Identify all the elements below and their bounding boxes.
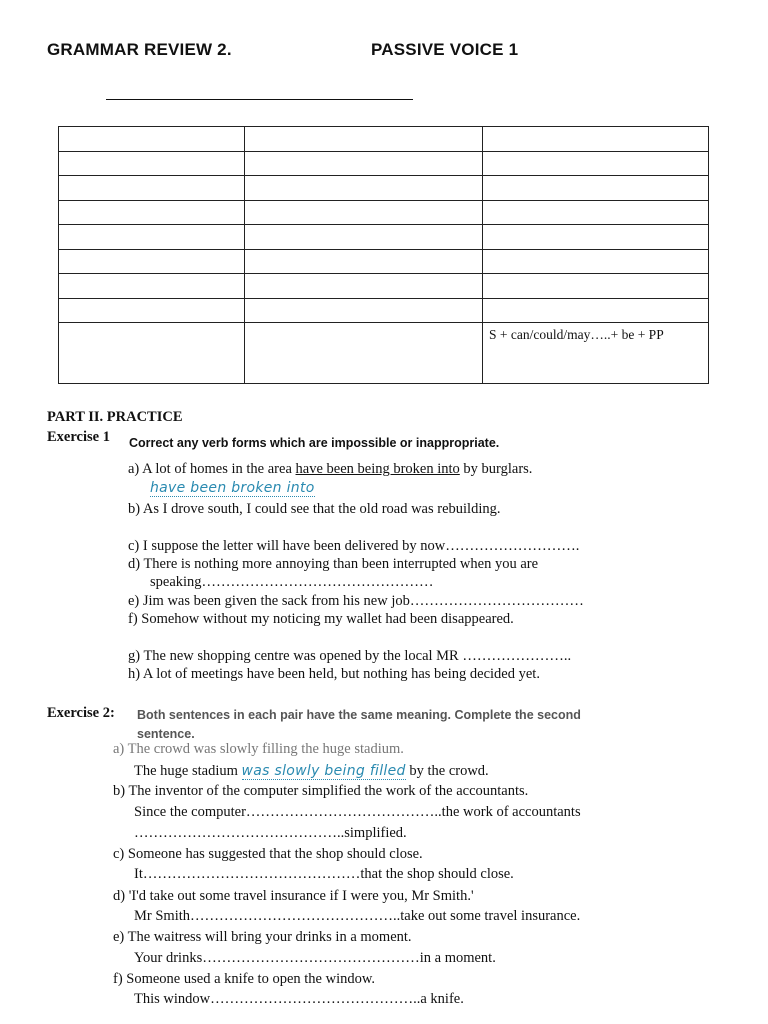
ex1-item-a-underlined: have been being broken into <box>295 461 460 477</box>
ex2-item-a-rewrite-end: by the crowd. <box>405 763 489 779</box>
ex2-item-a-rewrite-start: The huge stadium <box>134 763 242 779</box>
table-row <box>59 298 709 323</box>
ex1-answer-a: have been broken into <box>150 480 315 496</box>
exercise-2-label: Exercise 2: <box>47 705 115 721</box>
ex1-item-e: e) Jim was been given the sack from his new job……………………………… <box>128 593 584 609</box>
ex2-item-a: a) The crowd was slowly filling the huge stadium. <box>113 741 404 757</box>
worksheet-title: GRAMMAR REVIEW 2. <box>47 40 232 59</box>
table-row <box>59 151 709 176</box>
ex2-item-d-rewrite: Mr Smith……………………………………..take out some travel insurance. <box>134 908 581 924</box>
ex2-item-e: e) The waitress will bring your drinks in a moment. <box>113 929 412 945</box>
modal-passive-formula: S + can/could/may…..+ be + PP <box>483 323 709 384</box>
exercise-2-instruction: Both sentences in each pair have the same meaning. Complete the second <box>137 708 581 722</box>
ex1-item-d: d) There is nothing more annoying than been interrupted when you are <box>128 556 539 572</box>
ex1-item-b: b) As I drove south, I could see that the old road was rebuilding. <box>128 501 501 517</box>
ex1-item-c: c) I suppose the letter will have been delivered by now………………………. <box>128 538 580 554</box>
ex2-item-c: c) Someone has suggested that the shop should close. <box>113 846 423 862</box>
table-row <box>59 225 709 250</box>
ex2-item-b-rewrite: Since the computer…………………………………..the work of accountants <box>134 804 581 820</box>
exercise-1-label: Exercise 1 <box>47 429 110 445</box>
ex2-item-b-rewrite-cont: ……………………………………..simplified. <box>134 825 407 841</box>
table-row <box>59 274 709 299</box>
ex2-item-d: d) 'I'd take out some travel insurance if I were you, Mr Smith.' <box>113 888 474 904</box>
ex2-item-f: f) Someone used a knife to open the window. <box>113 971 376 987</box>
ex2-answer-a: was slowly being filled <box>241 763 406 779</box>
ex2-item-b: b) The inventor of the computer simplified the work of the accountants. <box>113 783 529 799</box>
ex1-item-a-end: by burglars. <box>459 461 533 477</box>
ex2-item-a-rewrite <box>134 763 489 780</box>
ex1-item-g: g) The new shopping centre was opened by the local MR ………………….. <box>128 648 572 664</box>
ex1-item-d-cont: speaking………………………………………… <box>150 574 434 590</box>
ex1-item-a-text: a) A lot of homes in the area <box>128 461 296 477</box>
passive-voice-table <box>58 126 709 384</box>
table-row <box>59 323 709 384</box>
exercise-1-instruction: Correct any verb forms which are impossible or inappropriate. <box>129 436 500 450</box>
name-blank-line <box>106 99 413 100</box>
ex2-item-c-rewrite: It………………………………………that the shop should close. <box>134 866 514 882</box>
part-title: PART II. PRACTICE <box>47 409 183 425</box>
exercise-2-instruction-cont: sentence. <box>137 727 195 741</box>
ex2-item-f-rewrite: This window……………………………………..a knife. <box>134 991 464 1007</box>
worksheet-topic: PASSIVE VOICE 1 <box>371 40 519 59</box>
table-row <box>59 200 709 225</box>
ex1-item-f: f) Somehow without my noticing my wallet had been disappeared. <box>128 611 514 627</box>
table-row <box>59 127 709 152</box>
ex1-item-a <box>128 461 532 478</box>
table-row <box>59 249 709 274</box>
table-row <box>59 176 709 201</box>
ex1-item-h: h) A lot of meetings have been held, but nothing has being decided yet. <box>128 666 540 682</box>
ex2-item-e-rewrite: Your drinks………………………………………in a moment. <box>134 950 496 966</box>
